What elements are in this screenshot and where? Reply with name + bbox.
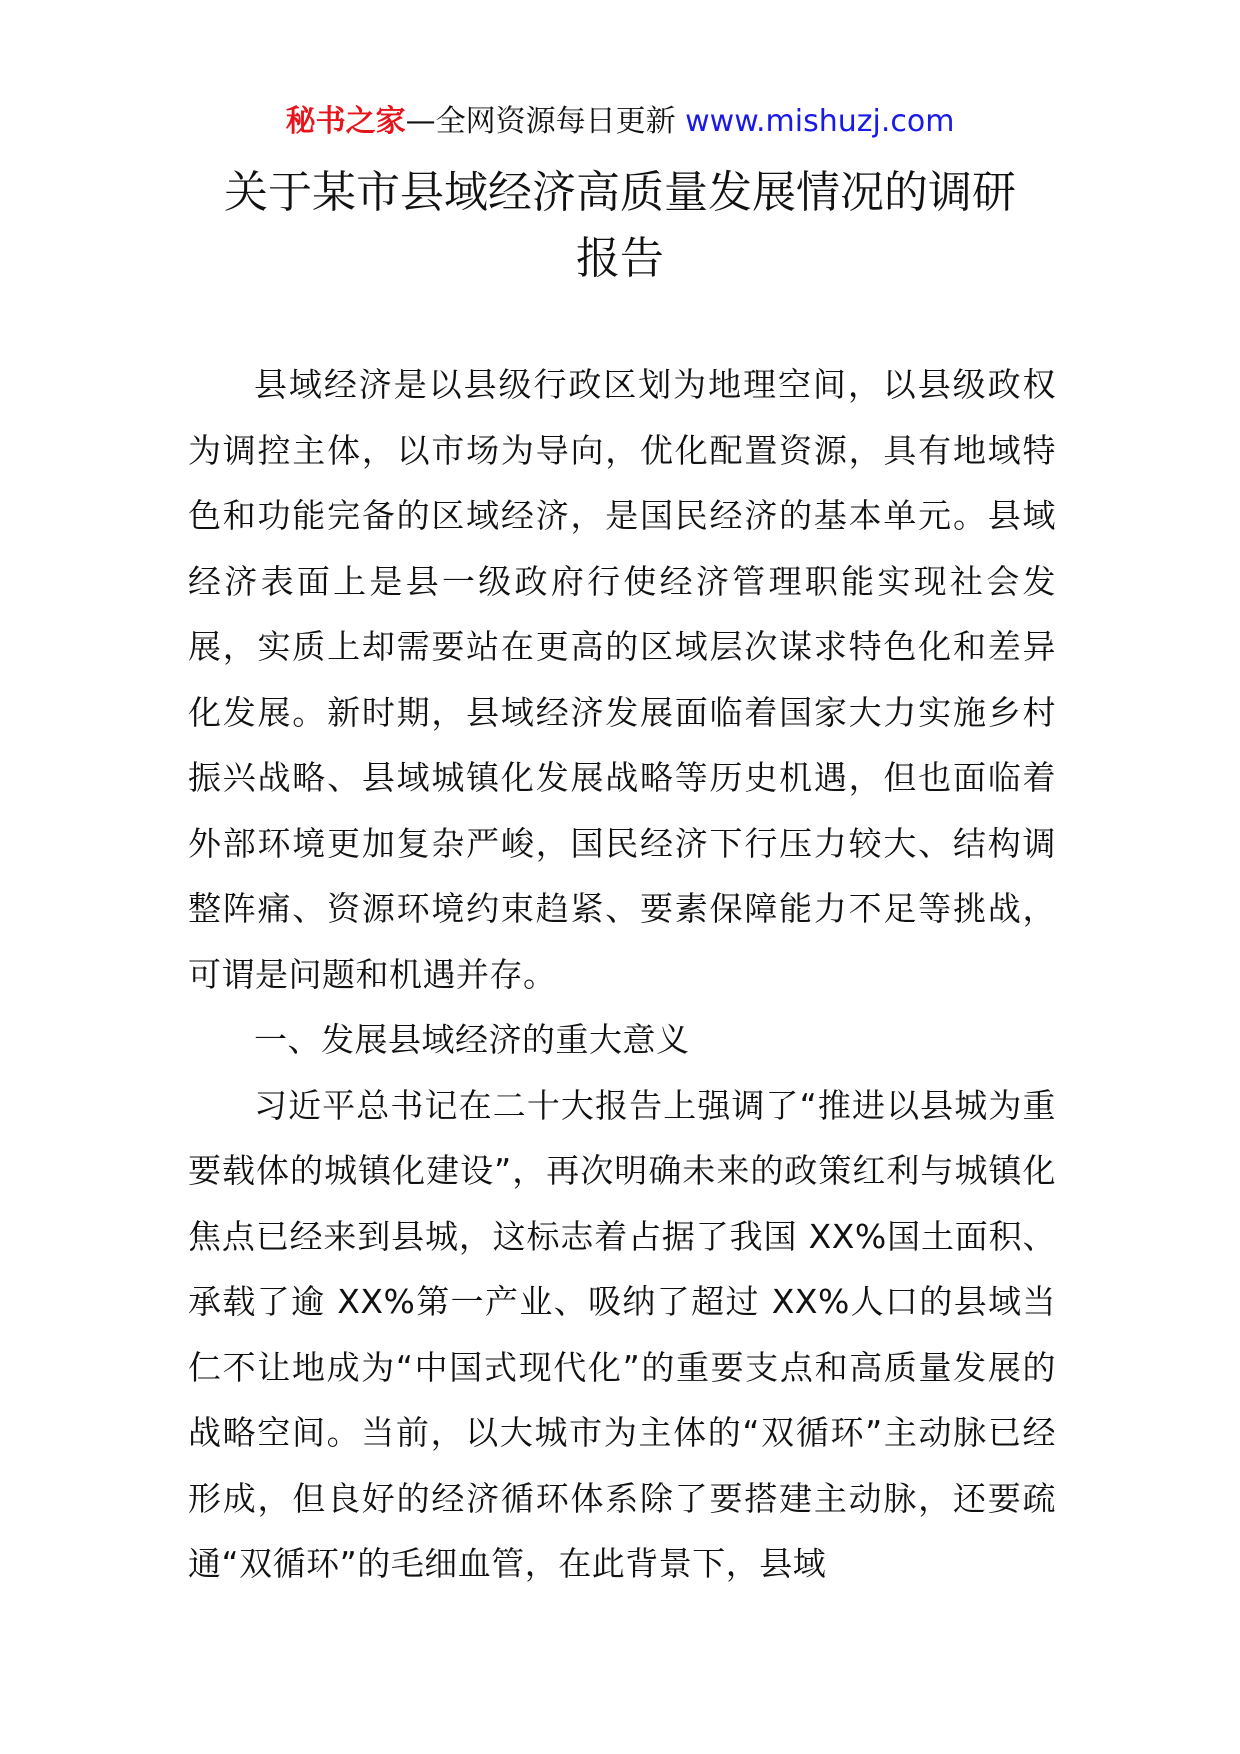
banner-tagline: —全网资源每日更新 [405, 104, 686, 139]
title-line-2: 报告 [576, 233, 664, 284]
banner-brand: 秘书之家 [285, 104, 406, 139]
section-heading: 一、发展县域经济的重大意义 [254, 1020, 690, 1059]
title-line-1: 关于某市县域经济高质量发展情况的调研 [224, 167, 1016, 218]
document-title [180, 160, 1060, 292]
body-paragraph: 习近平总书记在二十大报告上强调了“推进以县城为重要载体的城镇化建设”，再次明确未来的政策红利与城镇化焦点已经来到县城，这标志着占据了我国 XX%国土面积、承载了逾 XX%第一产业、吸纳了超过 XX%人口的县域当仁不让地成为“中国式现代化”的重要支点和高质量发展的战略空间。当前，以大城市为主体的“双循环”主动脉已经形成，但良好的经济循环体系除了要搭建主动脉，还要疏通“双循环”的毛细血管，在此背景下，县域 [188, 1085, 1056, 1583]
body-paragraph: 县域经济是以县级行政区划为地理空间，以县级政权为调控主体，以市场为导向，优化配置资源，具有地域特色和功能完备的区域经济，是国民经济的基本单元。县域经济表面上是县一级政府行使经济管理职能实现社会发展，实质上却需要站在更高的区域层次谋求特色化和差异化发展。新时期，县域经济发展面临着国家大力实施乡村振兴战略、县域城镇化发展战略等历史机遇，但也面临着外部环境更加复杂严峻，国民经济下行压力较大、结构调整阵痛、资源环境约束趋紧、要素保障能力不足等挑战，可谓是问题和机遇并存。 [188, 365, 1056, 994]
banner-url-link[interactable]: www.mishuzj.com [685, 104, 955, 139]
site-banner [0, 100, 1240, 144]
document-body [188, 352, 1056, 1597]
